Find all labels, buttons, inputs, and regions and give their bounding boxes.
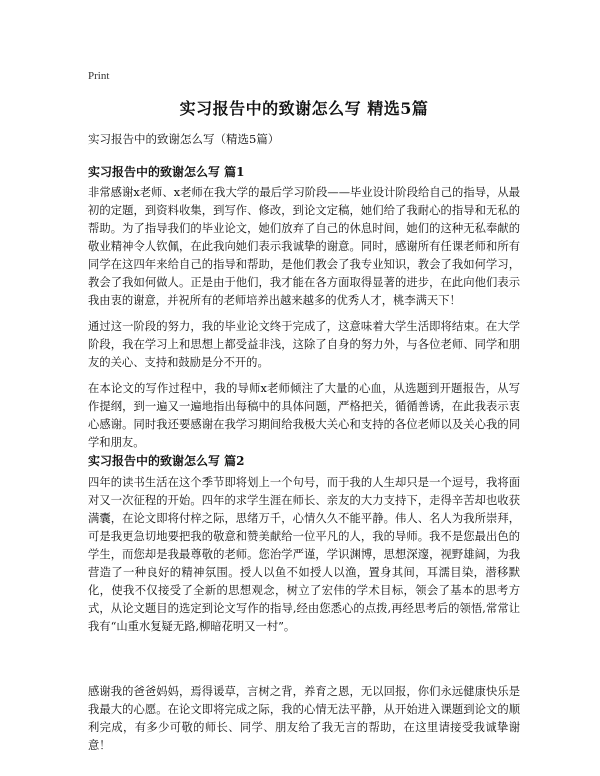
print-label[interactable]: Print xyxy=(88,70,110,82)
section-heading-2: 实习报告中的致谢怎么写 篇2 xyxy=(88,454,245,468)
paragraph: 通过这一阶段的努力，我的毕业论文终于完成了，这意味着大学生活即将结束。在大学阶段，我在学习上和思想上都受益非浅，这除了自身的努力外，与各位老师、同学和朋友的关心、支持和鼓励是分不开的。 xyxy=(88,320,520,369)
document-subtitle: 实习报告中的致谢怎么写（精选5篇） xyxy=(88,132,280,146)
section-heading-1: 实习报告中的致谢怎么写 篇1 xyxy=(88,165,245,179)
paragraph: 四年的读书生活在这个季节即将划上一个句号，而于我的人生却只是一个逗号，我将面对又一次征程的开始。四年的求学生涯在师长、亲友的大力支持下，走得辛苦却也收获满囊，在论文即将付梓之际，思绪万千，心情久久不能平静。伟人、名人为我所崇拜，可是我更急切地要把我的敬意和赞美献给一位平凡的人，我的导师。我不是您最出色的学生，而您却是我最尊敬的老师。您治学严谨，学识渊博，思想深邃，视野雄阔，为我营造了一种良好的精神氛围。授人以鱼不如授人以渔，置身其间，耳濡目染，潜移默化，使我不仅接受了全新的思想观念，树立了宏伟的学术目标，领会了基本的思考方式，从论文题目的选定到论文写作的指导,经由您悉心的点拨,再经思考后的领悟,常常让我有“山重水复疑无路,柳暗花明又一村”。 xyxy=(88,476,520,633)
document-title: 实习报告中的致谢怎么写 精选5篇 xyxy=(179,99,429,118)
paragraph: 在本论文的写作过程中，我的导师x老师倾注了大量的心血，从选题到开题报告，从写作提纲，到一遍又一遍地指出每稿中的具体问题，严格把关，循循善诱，在此我表示衷心感谢。同时我还要感谢在我学习期间给我极大关心和支持的各位老师以及关心我的同学和朋友。 xyxy=(88,382,520,449)
paragraph: 感谢我的爸爸妈妈，焉得谖草，言树之背，养育之恩，无以回报，你们永远健康快乐是我最大的心愿。在论文即将完成之际，我的心情无法平静，从开始进入课题到论文的顺利完成，有多少可敬的师长、同学、朋友给了我无言的帮助，在这里请接受我诚挚谢意！ xyxy=(88,685,520,752)
paragraph: 非常感谢x老师、x老师在我大学的最后学习阶段——毕业设计阶段给自己的指导，从最初的定题，到资料收集，到写作、修改，到论文定稿，她们给了我耐心的指导和无私的帮助。为了指导我们的毕业论文，她们放弃了自己的休息时间，她们的这种无私奉献的敬业精神令人钦佩，在此我向她们表示我诚挚的谢意。同时，感谢所有任课老师和所有同学在这四年来给自己的指导和帮助，是他们教会了我专业知识，教会了我如何学习，教会了我如何做人。正是由于他们，我才能在各方面取得显著的进步，在此向他们表示我由衷的谢意，并祝所有的老师培养出越来越多的优秀人才，桃李满天下！ xyxy=(88,186,520,307)
